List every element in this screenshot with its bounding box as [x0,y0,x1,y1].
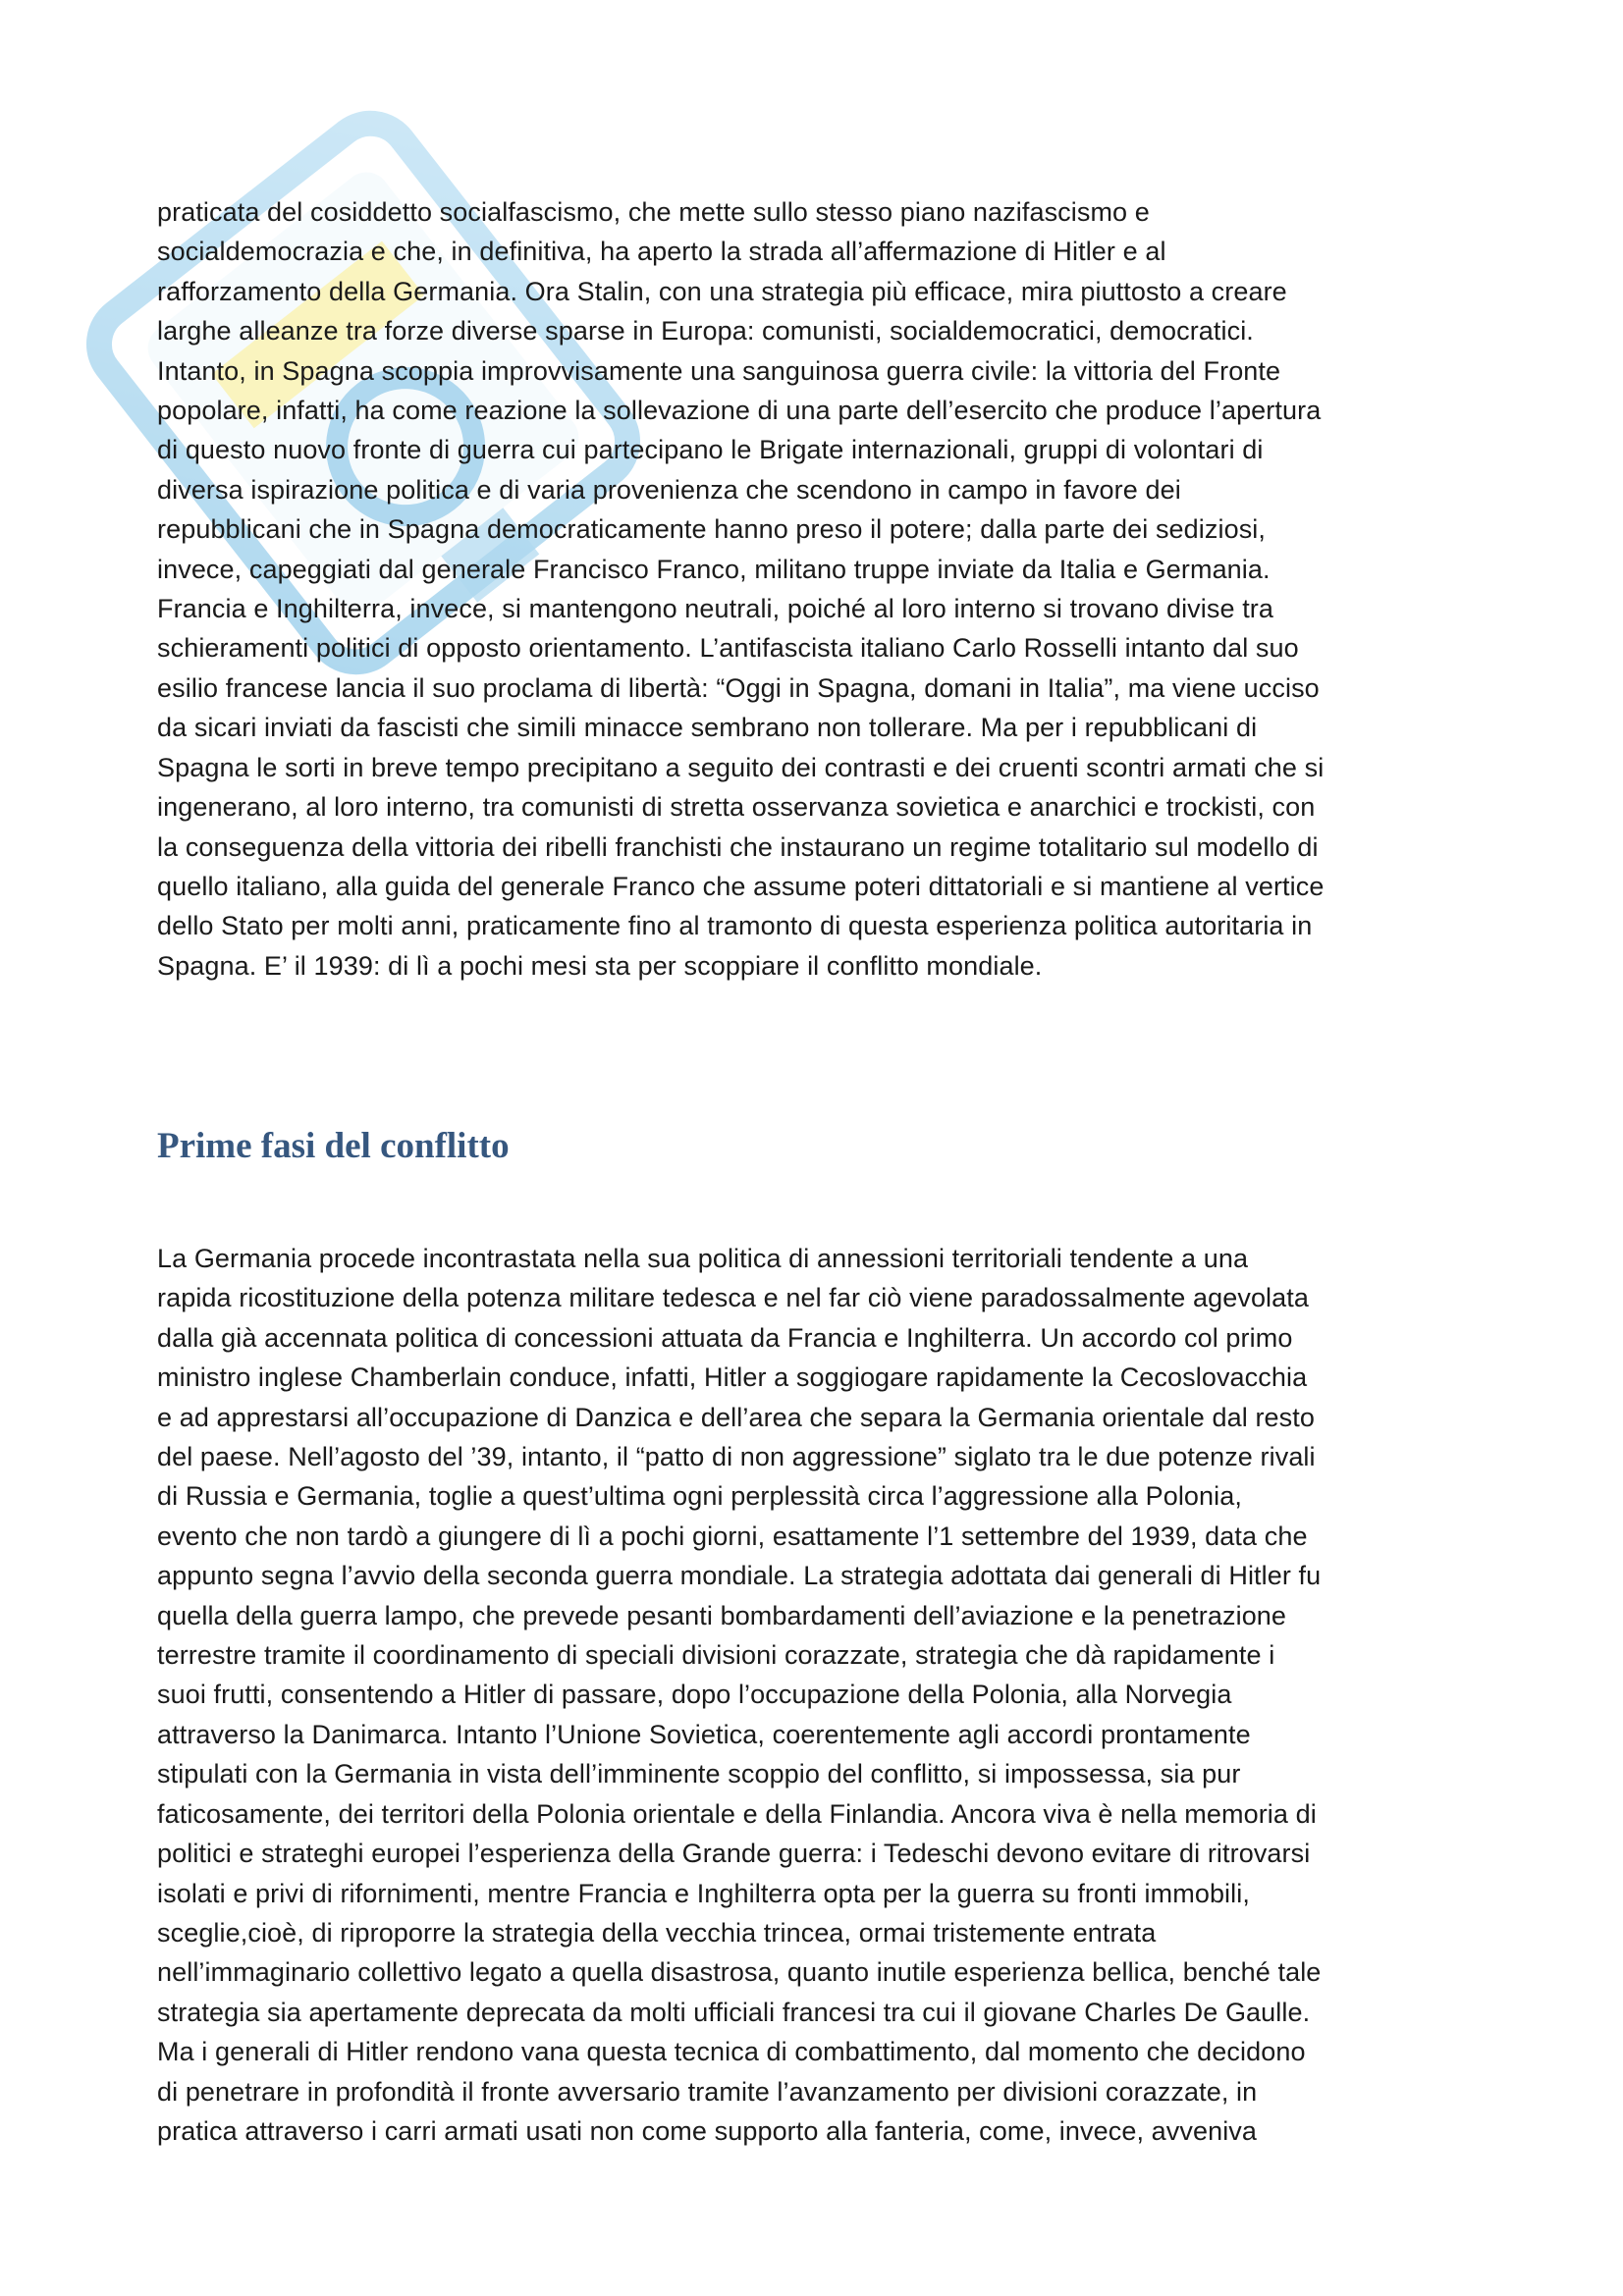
text-line: sceglie,cioè, di riproporre la strategia della vecchia trincea, ormai tristemente entrata [157,1917,1157,1948]
text-line: la conseguenza della vittoria dei ribelli franchisti che instaurano un regime totalitario sul modello di [157,831,1319,862]
text-line: terrestre tramite il coordinamento di speciali divisioni corazzate, strategia che dà rapidamente i [157,1640,1275,1671]
text-line: ingenerano, al loro interno, tra comunisti di stretta osservanza sovietica e anarchici e trockisti, con [157,792,1316,823]
text-line: Ma i generali di Hitler rendono vana questa tecnica di combattimento, dal momento che decidono [157,2037,1306,2067]
text-line: Spagna. E’ il 1939: di lì a pochi mesi sta per scoppiare il conflitto mondiale. [157,950,1043,981]
text-line: evento che non tardò a giungere di lì a pochi giorni, esattamente l’1 settembre del 1939, data che [157,1521,1308,1551]
text-line: faticosamente, dei territori della Polonia orientale e della Finlandia. Ancora viva è nella memoria di [157,1798,1317,1829]
text-line: dalla già accennata politica di concessioni attuata da Francia e Inghilterra. Un accordo col primo [157,1322,1293,1353]
text-line: quella della guerra lampo, che prevede pesanti bombardamenti dell’aviazione e la penetrazione [157,1600,1287,1630]
text-line: di Russia e Germania, toglie a quest’ultima ogni perplessità circa l’aggressione alla Polonia, [157,1481,1242,1512]
text-line: invece, capeggiati dal generale Francisco Franco, militano truppe inviate da Italia e Germania. [157,554,1271,584]
text-line: Francia e Inghilterra, invece, si mantengono neutrali, poiché al loro interno si trovano divise tra [157,594,1274,624]
text-line: ministro inglese Chamberlain conduce, infatti, Hitler a soggiogare rapidamente la Cecoslovacchia [157,1362,1308,1393]
paragraph-2 [157,1239,1483,2151]
paragraph-1 [157,192,1483,986]
text-line: repubblicani che in Spagna democraticamente hanno preso il potere; dalla parte dei sediziosi, [157,514,1266,545]
text-line: rafforzamento della Germania. Ora Stalin, con una strategia più efficace, mira piuttosto a creare [157,276,1287,306]
text-line: isolati e privi di rifornimenti, mentre Francia e Inghilterra opta per la guerra su fronti immobili, [157,1878,1250,1908]
text-line: da sicari inviati da fascisti che simili minacce sembrano non tollerare. Ma per i repubblicani di [157,713,1258,743]
text-line: socialdemocrazia e che, in definitiva, ha aperto la strada all’affermazione di Hitler e al [157,237,1166,267]
text-line: suoi frutti, consentendo a Hitler di passare, dopo l’occupazione della Polonia, alla Norvegia [157,1680,1232,1710]
text-line: schieramenti politici di opposto orientamento. L’antifascista italiano Carlo Rosselli intanto dal suo [157,633,1299,664]
text-line: rapida ricostituzione della potenza militare tedesca e nel far ciò viene paradossalmente agevolata [157,1283,1309,1313]
text-line: strategia sia apertamente deprecata da molti ufficiali francesi tra cui il giovane Charles De Gaulle. [157,1997,1311,2027]
text-line: diversa ispirazione politica e di varia provenienza che scendono in campo in favore dei [157,474,1181,505]
section-heading: Prime fasi del conflitto [157,1126,510,1166]
text-line: quello italiano, alla guida del generale Franco che assume poteri dittatoriali e si mantiene al vertice [157,871,1325,901]
text-line: politici e strateghi europei l’esperienza della Grande guerra: i Tedeschi devono evitare di ritrovarsi [157,1839,1311,1869]
text-line: appunto segna l’avvio della seconda guerra mondiale. La strategia adottata dai generali di Hitler fu [157,1561,1322,1591]
text-line: nell’immaginario collettivo legato a quella disastrosa, quanto inutile esperienza bellica, benché tale [157,1957,1322,1988]
text-line: e ad apprestarsi all’occupazione di Danzica e dell’area che separa la Germania orientale dal resto [157,1402,1315,1432]
text-line: di penetrare in profondità il fronte avversario tramite l’avanzamento per divisioni corazzate, in [157,2076,1258,2107]
text-line: stipulati con la Germania in vista dell’imminente scoppio del conflitto, si impossessa, sia pur [157,1759,1241,1789]
body-text-continued [157,192,1483,986]
text-line: attraverso la Danimarca. Intanto l’Unione Sovietica, coerentemente agli accordi prontamente [157,1719,1251,1749]
text-line: Spagna le sorti in breve tempo precipitano a seguito dei contrasti e dei cruenti scontri armati che si [157,752,1325,782]
text-line: Intanto, in Spagna scoppia improvvisamente una sanguinosa guerra civile: la vittoria del Fronte [157,355,1281,386]
text-line: pratica attraverso i carri armati usati non come supporto alla fanteria, come, invece, avveniva [157,2115,1258,2146]
text-line: del paese. Nell’agosto del ’39, intanto, il “patto di non aggressione” siglato tra le due potenze rivali [157,1442,1316,1472]
text-line: larghe alleanze tra forze diverse sparse in Europa: comunisti, socialdemocratici, democratici. [157,316,1254,347]
text-line: popolare, infatti, ha come reazione la sollevazione di una parte dell’esercito che produce l’apertura [157,396,1322,426]
text-line: dello Stato per molti anni, praticamente fino al tramonto di questa esperienza politica autoritaria in [157,911,1313,941]
text-line: esilio francese lancia il suo proclama di libertà: “Oggi in Spagna, domani in Italia”, ma viene ucciso [157,672,1320,703]
text-line: La Germania procede incontrastata nella sua politica di annessioni territoriali tendente a una [157,1244,1249,1273]
text-line: praticata del cosiddetto socialfascismo, che mette sullo stesso piano nazifascismo e [157,197,1150,227]
body-text-section [157,1239,1483,2151]
text-line: di questo nuovo fronte di guerra cui partecipano le Brigate internazionali, gruppi di volontari di [157,435,1264,465]
